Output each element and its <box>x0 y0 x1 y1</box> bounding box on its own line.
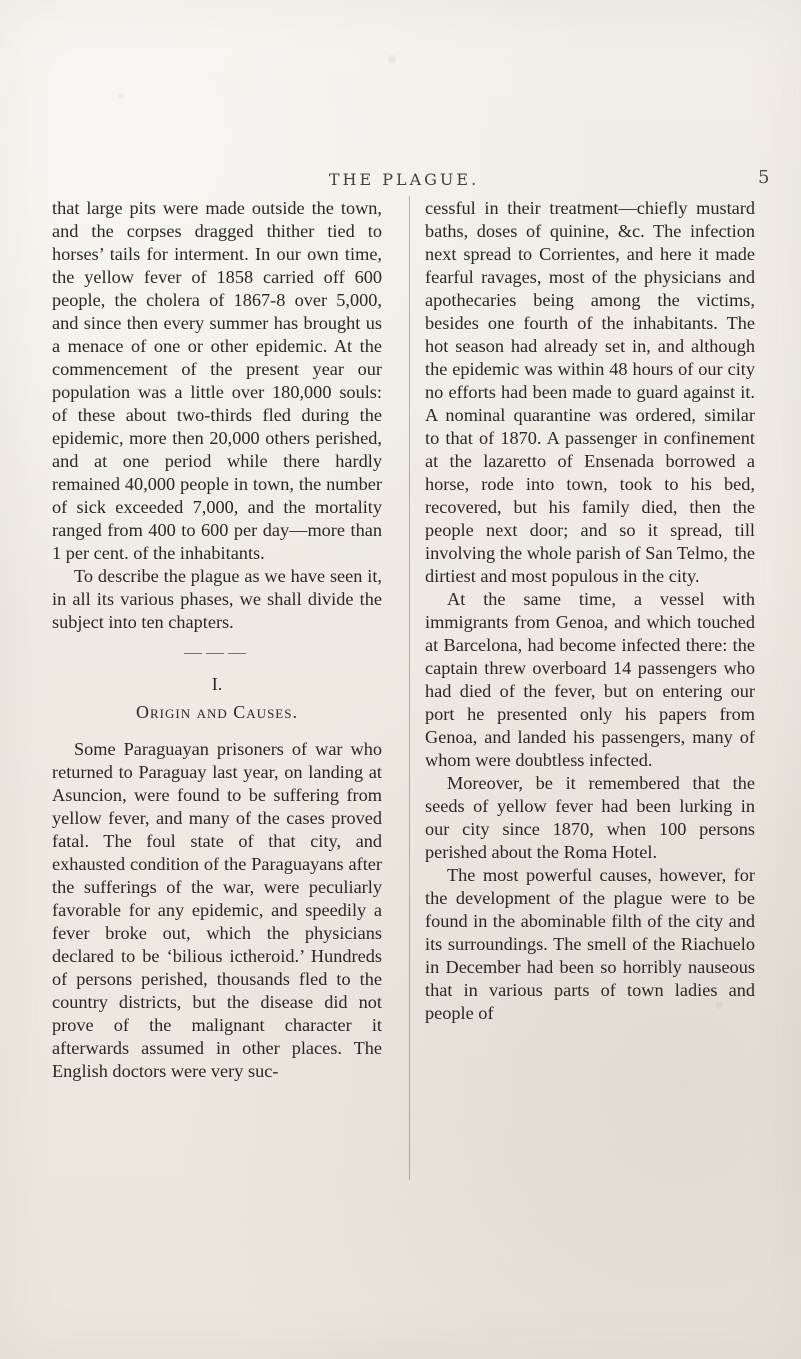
section-divider: ——— <box>184 642 250 662</box>
section-number: I. <box>211 674 223 694</box>
left-paragraph-1: that large pits were made outside the town, and the corpses dragged thither tied to horses’ tails for interment. In our own time, the yellow fever of 1858 carried off 600 people, the cholera of 1867-8 over 5,000, and since then every summer has brought us a menace of one or other epidemic. At the commencement of the present year our population was a little over 180,000 souls: of these about two-thirds fled during the epidemic, more then 20,000 others perished, and at one period while there hardly remained 40,000 people in town, the number of sick exceeded 7,000, and the mortality ranged from 400 to 600 per day—more than 1 per cent. of the inhabitants. <box>52 198 382 563</box>
right-paragraph-1: cessful in their treatment—chiefly mustard baths, doses of quinine, &c. The infection next spread to Corrientes, and here it made fearful ravages, most of the physicians and apothecaries being among the victims, besides one fourth of the inhabitants. The hot season had already set in, and although the epidemic was within 48 hours of our city no efforts had been made to guard against it. A nominal quarantine was ordered, similar to that of 1870. A passenger in confinement at the lazaretto of Ensenada borrowed a horse, rode into town, took to his bed, recovered, but his family died, then the people next door; and so it spread, till involving the whole parish of San Telmo, the dirtiest and most populous in the city. <box>425 198 755 586</box>
running-head: THE PLAGUE. <box>328 170 480 189</box>
paper-stain <box>388 55 396 63</box>
left-column <box>52 197 382 1083</box>
column-divider <box>409 196 410 1180</box>
right-paragraph-3: Moreover, be it remembered that the seeds of yellow fever had been lurking in our city since 1870, when 100 persons perished about the Roma Hotel. <box>425 773 755 862</box>
right-paragraph-4: The most powerful causes, however, for the development of the plague were to be found in the abominable filth of the city and its surroundings. The smell of the Riachuelo in December had been so horribly nauseous that in various parts of town ladies and people of <box>425 865 755 1023</box>
left-paragraph-2: To describe the plague as we have seen it, in all its various phases, we shall divide the subject into ten chapters. <box>52 566 382 632</box>
left-paragraph-3: Some Paraguayan prisoners of war who returned to Paraguay last year, on landing at Asuncion, were found to be suffering from yellow fever, and many of the cases proved fatal. The foul state of that city, and exhausted condition of the Paraguayans after the sufferings of the war, were peculiarly favorable for any epidemic, and speedily a fever broke out, which the physicians declared to be ‘bilious ictheroid.’ Hundreds of persons perished, thousands fled to the country districts, but the disease did not prove of the malignant character it afterwards assumed in other places. The English doctors were very suc- <box>52 739 382 1081</box>
section-title: Origin and Causes. <box>136 702 298 722</box>
page-number: 5 <box>758 167 770 188</box>
right-paragraph-2: At the same time, a vessel with immigrants from Genoa, and which touched at Barcelona, had become infected there: the captain threw overboard 14 passengers who had died of the fever, but on entering our port he presented only his papers from Genoa, and landed his passengers, many of whom were doubtless infected. <box>425 589 755 770</box>
paper-stain <box>118 93 124 99</box>
right-column <box>425 197 755 1025</box>
